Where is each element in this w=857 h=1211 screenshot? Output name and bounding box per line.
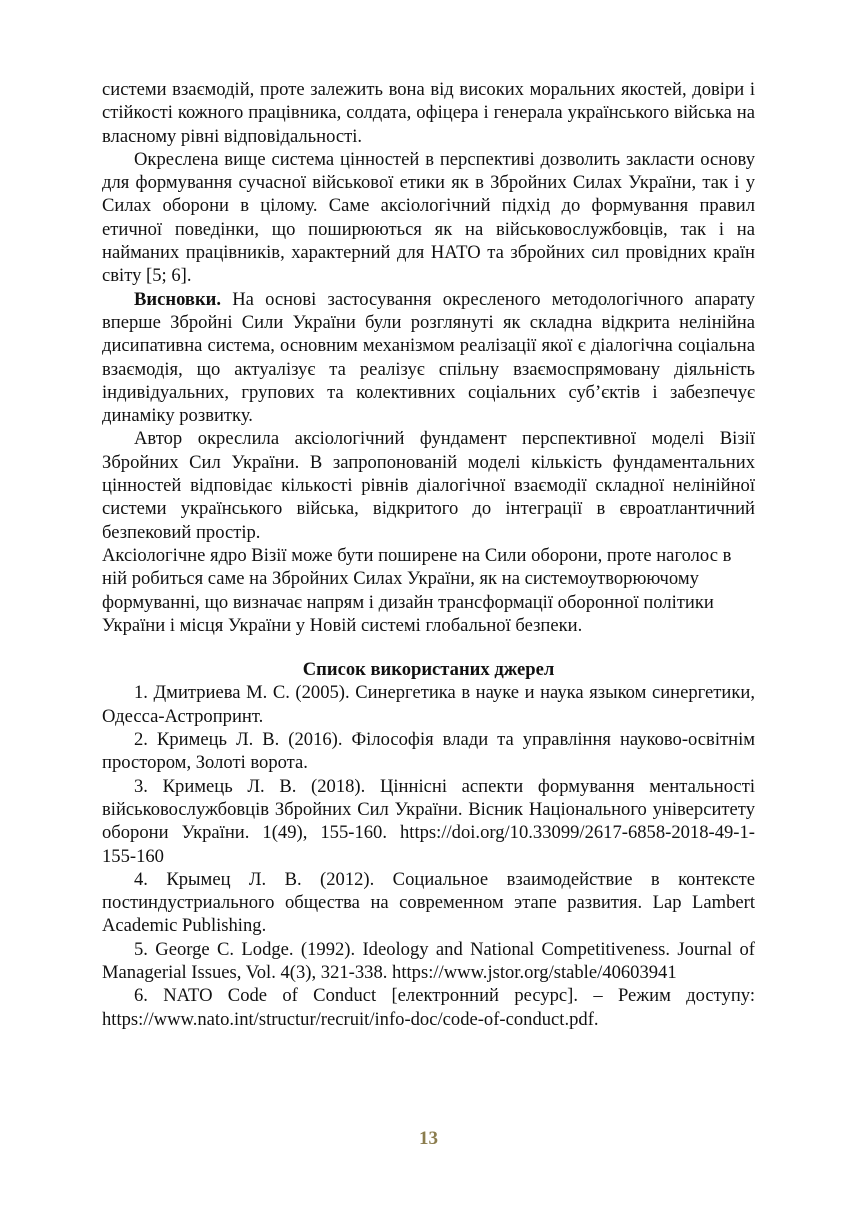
paragraph-conclusions xyxy=(102,288,755,428)
conclusions-text: На основі застосування окресленого методологічного апарату вперше Збройні Сили України були розглянуті як складна відкрита нелінійна дисипативна система, основним механізмом реалізації якої є діалогічна соціальна взаємодія, що актуалізує та реалізує спільну взаємоспрямовану діяльність індивідуальних, групових та колективних соціальних суб’єктів і забезпечує динаміку розвитку. xyxy=(102,288,755,427)
reference-item: 4. Крымец Л. В. (2012). Социальное взаимодействие в контексте постиндустриального общества на современном этапе развития. Lap Lambert Academic Publishing. xyxy=(102,868,755,937)
paragraph-continuation: системи взаємодій, проте залежить вона від високих моральних якостей, довіри і стійкості кожного працівника, солдата, офіцера і генерала українського війська на власному рівні відповідальності. xyxy=(102,79,755,147)
reference-item: 5. George C. Lodge. (1992). Ideology and National Competitiveness. Journal of Managerial Issues, Vol. 4(3), 321-338. https://www.jstor.org/stable/40603941 xyxy=(102,938,755,983)
reference-item: 6. NATO Code of Conduct [електронний ресурс]. – Режим доступу: https://www.nato.int/structur/recruit/info-doc/code-of-conduct.pdf. xyxy=(102,985,755,1030)
reference-item: 1. Дмитриева М. С. (2005). Синергетика в науке и наука языком синергетики, Одесса-Астропринт. xyxy=(102,682,755,727)
conclusions-lead: Висновки. xyxy=(134,288,222,310)
page-number: 13 xyxy=(419,1128,438,1149)
paragraph-axiological-foundation: Автор окреслила аксіологічний фундамент перспективної моделі Візії Збройних Сил України. В запропонованій моделі кількість фундаментальних цінностей відповідає кількості рівнів діалогічної взаємодії складної нелінійної системи українського війська, відкритого до інтеграції в євроатлантичний безпековий простір. xyxy=(102,428,755,543)
page-content xyxy=(102,78,755,1031)
references-list xyxy=(102,681,755,1030)
paragraph-axiological-core: Аксіологічне ядро Візії може бути поширене на Сили оборони, проте наголос в ній робиться саме на Збройних Силах України, як на системоутворюючому формуванні, що визначає напрям і дизайн трансформації оборонної політики України і місця України у Новій системі глобальної безпеки. xyxy=(102,544,732,636)
section-gap xyxy=(102,637,755,658)
reference-item: 3. Кримець Л. В. (2018). Ціннісні аспекти формування ментальності військовослужбовців Збройних Сил України. Вісник Національного університету оборони України. 1(49), 155-160. https://doi.org/10.33099/2617-6858-2018-49-1-155-160 xyxy=(102,775,755,867)
reference-item: 2. Кримець Л. В. (2016). Філософія влади та управління науково-освітнім простором, Золоті ворота. xyxy=(102,729,755,774)
paragraph-ethics: Окреслена вище система цінностей в перспективі дозволить закласти основу для формування сучасної військової етики як в Збройних Силах України, так і у Силах оборони в цілому. Саме аксіологічний підхід до формування правил етичної поведінки, що поширюються як на військовослужбовців, так і на найманих працівників, характерний для НАТО та збройних сил провідних країн світу [5; 6]. xyxy=(102,148,755,287)
references-title: Список використаних джерел xyxy=(302,659,555,681)
